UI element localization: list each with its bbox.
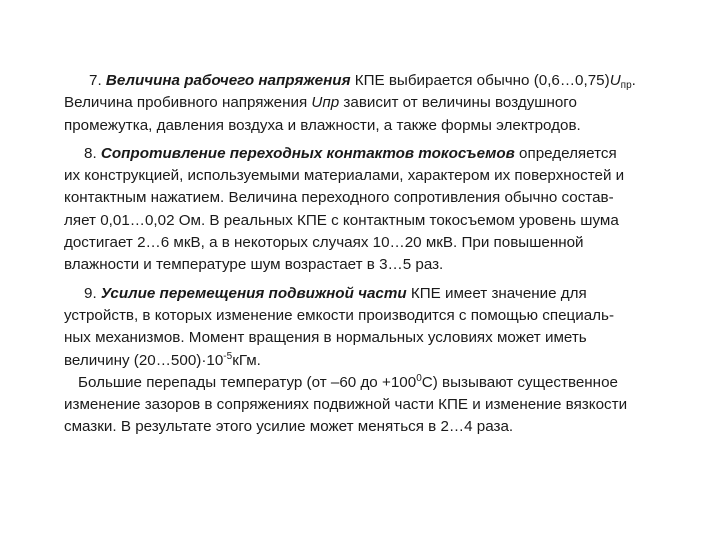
superscript: 0: [416, 372, 422, 384]
text-span: Величина пробивного напряжения: [64, 94, 312, 112]
paragraph-8-line-2: их конструкцией, используемыми материалами, характером их поверхностей и: [64, 167, 625, 185]
paragraph-8-line-1: [64, 143, 676, 165]
paragraph-9-line-2: устройств, в которых изменение емкости производится с помощью специаль-: [64, 306, 614, 324]
text-span: Большие перепады температур (от –60 до +100: [78, 373, 417, 391]
text-span: КПЕ имеет значение для: [406, 284, 587, 302]
text-span: зависит от величины воздушного: [339, 94, 577, 112]
subscript: пр: [620, 80, 632, 91]
paragraph-8-line-6: влажности и температуре шум возрастает в 3…5 раз.: [64, 256, 444, 274]
paragraph-10-line-1: [64, 372, 676, 394]
variable-upr: Uпр: [311, 94, 340, 112]
term-moving-force: Усилие перемещения подвижной части: [100, 284, 407, 302]
term-contact-resistance: Сопротивление переходных контактов токосъемов: [100, 144, 515, 162]
text-span: КПЕ выбирается обычно (0,6…0,75): [350, 72, 610, 89]
paragraph-9-line-3: ных механизмов. Момент вращения в нормальных условиях может иметь: [64, 329, 587, 347]
paragraph-8-line-5: достигает 2…6 мкВ, а в некоторых случаях 10…20 мкВ. При повышенной: [64, 234, 584, 252]
variable-u: U: [609, 72, 621, 89]
paragraph-7-line-3: промежутка, давления воздуха и влажности, а также формы электродов.: [64, 116, 581, 134]
paragraph-7-line-2: [64, 92, 676, 114]
item-number: 7.: [89, 72, 102, 89]
superscript: -5: [223, 350, 233, 362]
text-span: величину (20…500)·10: [64, 351, 224, 369]
paragraph-9-line-1: [64, 283, 676, 305]
item-number: 9.: [84, 284, 97, 302]
paragraph-10: [64, 372, 676, 439]
text-span: кГм.: [232, 351, 261, 369]
paragraph-7: [64, 70, 676, 137]
paragraph-9: [64, 283, 676, 372]
paragraph-8-line-3: контактным нажатием. Величина переходного сопротивления обычно состав-: [64, 189, 614, 207]
paragraph-10-line-3: смазки. В результате этого усилие может меняться в 2…4 раза.: [64, 418, 514, 436]
paragraph-10-line-2: изменение зазоров в сопряжениях подвижной части КПЕ и изменение вязкости: [64, 396, 628, 414]
term-working-voltage: Величина рабочего напряжения: [105, 72, 351, 89]
document-text: [64, 70, 676, 439]
paragraph-9-line-4: [64, 350, 676, 372]
paragraph-8-line-4: ляет 0,01…0,02 Ом. В реальных КПЕ с контактным токосъемом уровень шума: [64, 211, 619, 229]
paragraph-8: [64, 143, 676, 277]
paragraph-7-line-1: [64, 70, 676, 92]
item-number: 8.: [84, 144, 97, 162]
text-span: С) вызывают существенное: [421, 373, 618, 391]
text-span: определяется: [514, 144, 617, 162]
text-span: .: [631, 72, 636, 89]
